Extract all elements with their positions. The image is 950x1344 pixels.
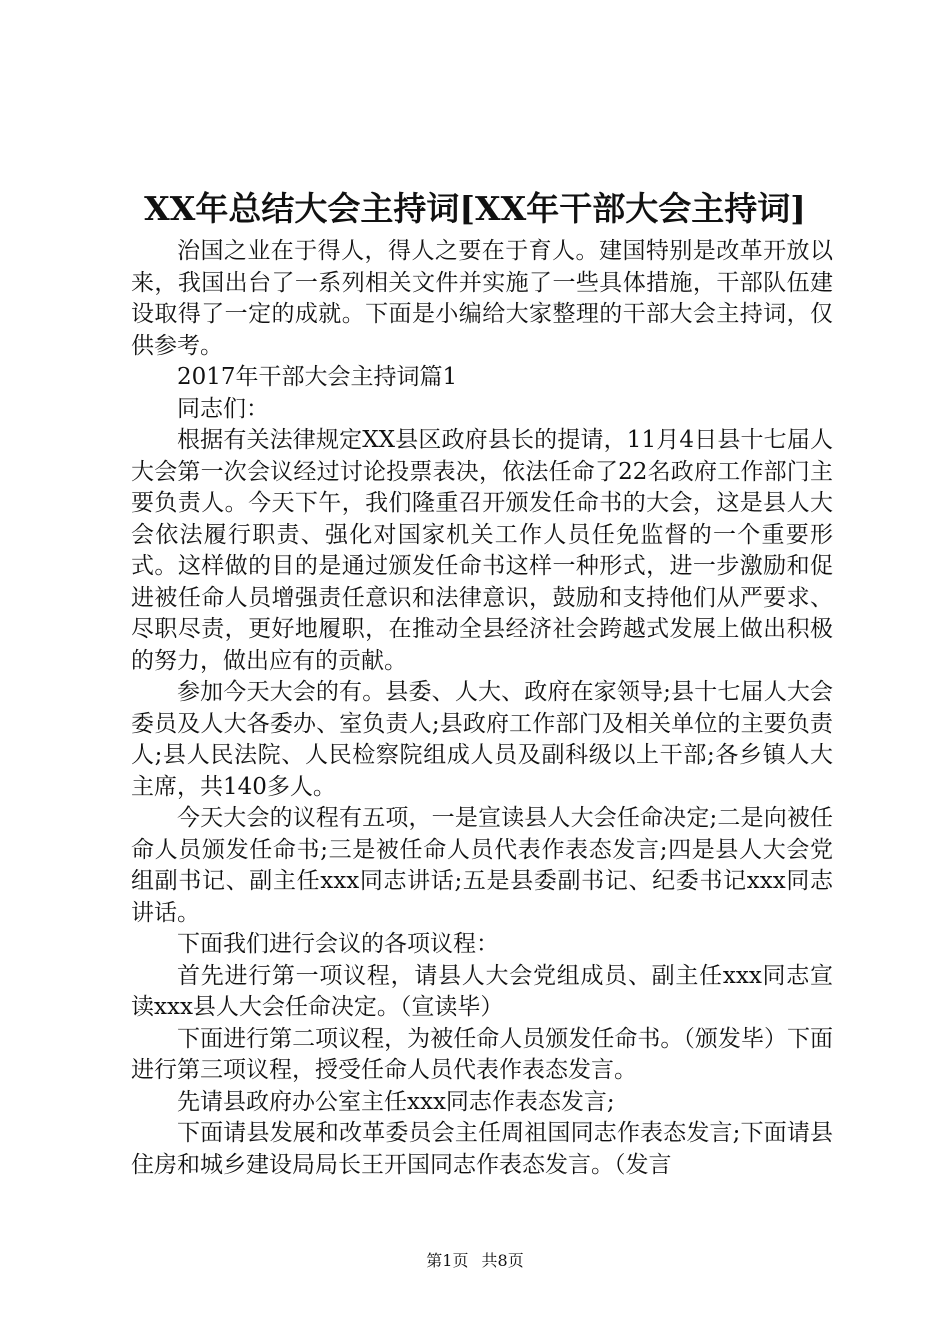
paragraph-item-one: 首先进行第一项议程，请县人大会党组成员、副主任xxx同志宣读xxx县人大会任命决定。（宣读毕）	[131, 962, 833, 1020]
paragraph-salutation: 同志们：	[177, 395, 269, 422]
paragraph-section-heading: 2017年干部大会主持词篇1	[177, 364, 458, 390]
paragraph-speaker-one: 先请县政府办公室主任xxx同志作表态发言;	[177, 1088, 615, 1115]
page-number: 第1页	[426, 1251, 469, 1270]
document-title: XX年总结大会主持词[XX年干部大会主持词]	[144, 189, 806, 228]
paragraph-agenda: 今天大会的议程有五项，一是宣读县人大会任命决定;二是向被任命人员颁发任命书;三是被任命人员代表作表态发言;四是县人大会党组副书记、副主任xxx同志讲话;五是县委副书记、纪委书记xxx同志讲话。	[131, 805, 833, 926]
paragraph-background: 根据有关法律规定XX县区政府县长的提请，11月4日县十七届人大会第一次会议经过讨论投票表决，依法任命了22名政府工作部门主要负责人。今天下午，我们隆重召开颁发任命书的大会，这是县人大会依法履行职责、强化对国家机关工作人员任免监督的一个重要形式。这样做的目的是通过颁发任命书这样一种形式，进一步激励和促进被任命人员增强责任意识和法律意识，鼓励和支持他们从严要求、尽职尽责，更好地履职，在推动全县经济社会跨越式发展上做出积极的努力，做出应有的贡献。	[131, 427, 833, 674]
page-footer	[0, 1250, 950, 1272]
paragraph-speakers-more: 下面请县发展和改革委员会主任周祖国同志作表态发言;下面请县住房和城乡建设局局长王开国同志作表态发言。（发言	[131, 1120, 833, 1178]
document-body	[131, 236, 833, 1181]
paragraph-intro: 治国之业在于得人，得人之要在于育人。建国特别是改革开放以来，我国出台了一系列相关文件并实施了一些具体措施，干部队伍建设取得了一定的成就。下面是小编给大家整理的干部大会主持词，仅供参考。	[131, 238, 833, 359]
paragraph-item-two-three: 下面进行第二项议程，为被任命人员颁发任命书。（颁发毕）下面进行第三项议程，授受任命人员代表作表态发言。	[131, 1025, 833, 1083]
paragraph-attendees: 参加今天大会的有。县委、人大、政府在家领导;县十七届人大会委员及人大各委办、室负责人;县政府工作部门及相关单位的主要负责人;县人民法院、人民检察院组成人员及副科级以上干部;各乡镇人大主席，共140多人。	[131, 679, 833, 800]
page-total: 共8页	[481, 1251, 524, 1270]
paragraph-agenda-start: 下面我们进行会议的各项议程：	[177, 931, 499, 957]
